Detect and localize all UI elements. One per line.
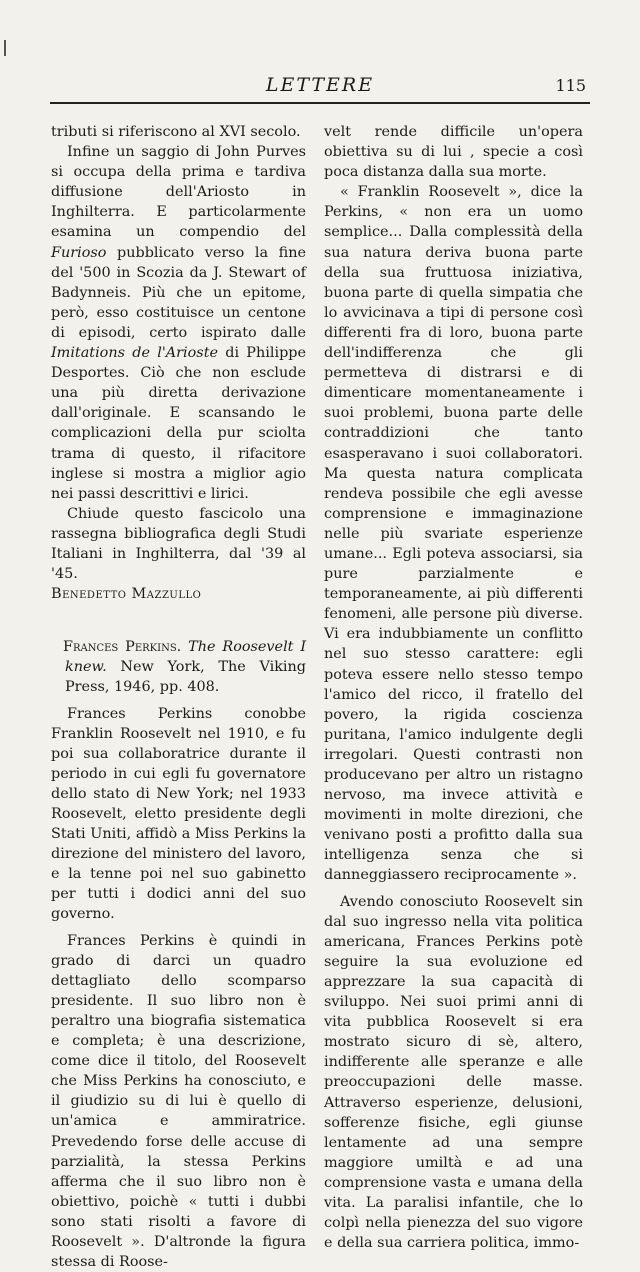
header-rule bbox=[50, 102, 590, 104]
page-number: 115 bbox=[555, 76, 586, 95]
entry-author: Frances Perkins. bbox=[63, 639, 182, 656]
work-title: Imitations de l'Arioste bbox=[51, 345, 218, 362]
work-title: Furioso bbox=[51, 244, 107, 261]
right-column bbox=[324, 122, 583, 1253]
text-run: Infine un saggio di John Purves si occupa della prima e tardiva diffusione dell'Ariosto in Inghilterra. E particolarmente esamina un compendio del bbox=[51, 144, 306, 241]
entry-publication: New York, The Viking Press, 1946, pp. 408. bbox=[65, 659, 306, 696]
paragraph: « Franklin Roosevelt », dice la Perkins, « non era un uomo semplice... Dalla complessità della sua natura deriva buona parte della sua fruttuosa iniziativa, buona parte di quella simpatia che lo avvicinava a tipi di persone così differenti fra di loro, buona parte dell'indifferenza che gli permetteva di distrarsi e di dimenticare momentaneamente i suoi problemi, buona parte delle contraddizioni che tanto esasperavano i suoi collaboratori. Ma questa natura complicata rendeva possibile che egli avesse comprensione e immaginazione nelle più svariate esperienze umane... Egli poteva associarsi, sia pure parzialmente e temporaneamente, ai più differenti fenomeni, alle persone più diverse. Vi era indubbiamente un conflitto nel suo stesso carattere: egli poteva essere nello stesso tempo l'amico del ricco, il fratello del povero, la rigida coscienza puritana, l'amico indulgente degli irregolari. Questi contrasti non producevano per altro un ristagno nervoso, ma invece attività e movimenti in molte direzioni, che venivano posti a profitto dalla sua intelligenza senza che si danneggiassero reciprocamente ». bbox=[324, 184, 583, 884]
paragraph: Frances Perkins conobbe Franklin Roosevelt nel 1910, e fu poi sua collaboratrice durante il periodo in cui egli fu governatore dello stato di New York; nel 1933 Roosevelt, eletto presidente degli Stati Uniti, affidò a Miss Perkins la direzione del ministero del lavoro, e la tenne poi nel suo gabinetto per tutti i dodici anni del suo governo. bbox=[51, 705, 306, 923]
paragraph: tributi si riferiscono al XVI secolo. bbox=[51, 124, 301, 140]
paragraph: Chiude questo fascicolo una rassegna bibliografica degli Studi Italiani in Inghilterra, dal '39 al '45. bbox=[51, 505, 306, 583]
text-run: pubblicato verso la fine del '500 in Scozia da J. Stewart of Badynneis. Più che un epitome, però, esso costituisce un centone di episodi, certo ispirato dalle bbox=[51, 244, 307, 341]
paragraph: Avendo conosciuto Roosevelt sin dal suo ingresso nella vita politica americana, Frances Perkins potè seguire la sua evoluzione ed apprezzare la sua capacità di sviluppo. Nei suoi primi anni di vita pubblica Roosevelt si era mostrato sicuro di sè, altero, indifferente alle speranze e alle preoccupazioni delle masse. Attraverso esperienze, delusioni, sofferenze fisiche, egli giunse lentamente ad una sempre maggiore umiltà e ad una comprensione vasta e umana della vita. La paralisi infantile, che lo colpì nella pienezza del suo vigore e della sua carriera politica, immo- bbox=[324, 893, 583, 1252]
left-column bbox=[51, 122, 306, 1272]
paragraph: Frances Perkins è quindi in grado di darci un quadro dettagliato dello scomparso presidente. Il suo libro non è peraltro una biografia sistematica e completa; è una descrizione, come dice il titolo, del Roosevelt che Miss Perkins ha conosciuto, e il giudizio su di lui è quello di un'amica e ammiratrice. Prevedendo forse delle accuse di parzialità, la stessa Perkins afferma che il suo libro non è obiettivo, poichè « tutti i dubbi sono stati risolti a favore di Roosevelt ». D'altronde la figura stessa di Roose- bbox=[51, 932, 306, 1271]
signature: Benedetto Mazzullo bbox=[51, 586, 202, 603]
running-title: LETTERE bbox=[265, 74, 375, 96]
page-header bbox=[50, 70, 590, 102]
book-entry bbox=[51, 637, 306, 697]
entry-title: The Roosevelt I knew. bbox=[65, 639, 306, 676]
paragraph bbox=[51, 142, 306, 504]
paragraph: velt rende difficile un'opera obiettiva su di lui , specie a così poca distanza dalla sua morte. bbox=[324, 124, 583, 181]
binding-mark bbox=[4, 40, 6, 56]
text-run: di Philippe Desportes. Ciò che non esclude una più diretta derivazione dall'originale. E scansando le complicazioni della pur sciolta trama di questo, il rifacitore inglese si mostra a miglior agio nei passi descrittivi e lirici. bbox=[51, 345, 307, 502]
